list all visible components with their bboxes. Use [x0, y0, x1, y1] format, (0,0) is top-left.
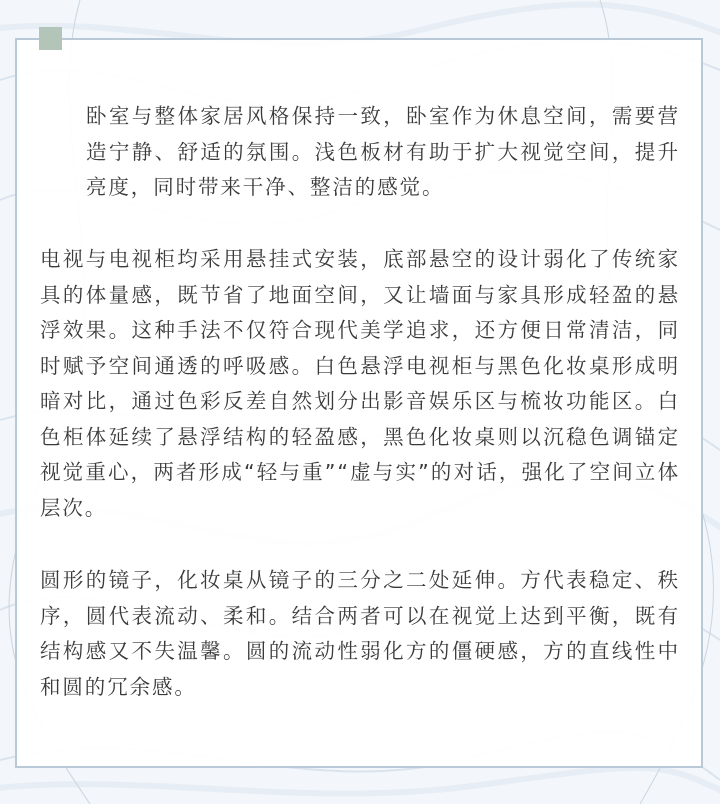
- paragraph-2: [40, 242, 680, 526]
- paragraph-3: [40, 563, 680, 705]
- paragraph-1: [40, 99, 680, 206]
- corner-square-decoration: [39, 27, 62, 50]
- paragraph-3-text: 圆形的镜子，化妆桌从镜子的三分之二处延伸。方代表稳定、秩序，圆代表流动、柔和。结合两者可以在视觉上达到平衡，既有结构感又不失温馨。圆的流动性弱化方的僵硬感，方的直线性中和圆的冗余感。: [40, 568, 680, 699]
- paragraph-1-text: 卧室与整体家居风格保持一致，卧室作为休息空间，需要营造宁静、舒适的氛围。浅色板材有助于扩大视觉空间，提升亮度，同时带来干净、整洁的感觉。: [86, 104, 680, 199]
- paragraph-2-text: 电视与电视柜均采用悬挂式安装，底部悬空的设计弱化了传统家具的体量感，既节省了地面空间，又让墙面与家具形成轻盈的悬浮效果。这种手法不仅符合现代美学追求，还方便日常清洁，同时赋予空间通透的呼吸感。白色悬浮电视柜与黑色化妆桌形成明暗对比，通过色彩反差自然划分出影音娱乐区与梳妆功能区。白色柜体延续了悬浮结构的轻盈感，黑色化妆桌则以沉稳色调锚定视觉重心，两者形成“轻与重”“虚与实”的对话，强化了空间立体层次。: [40, 247, 680, 520]
